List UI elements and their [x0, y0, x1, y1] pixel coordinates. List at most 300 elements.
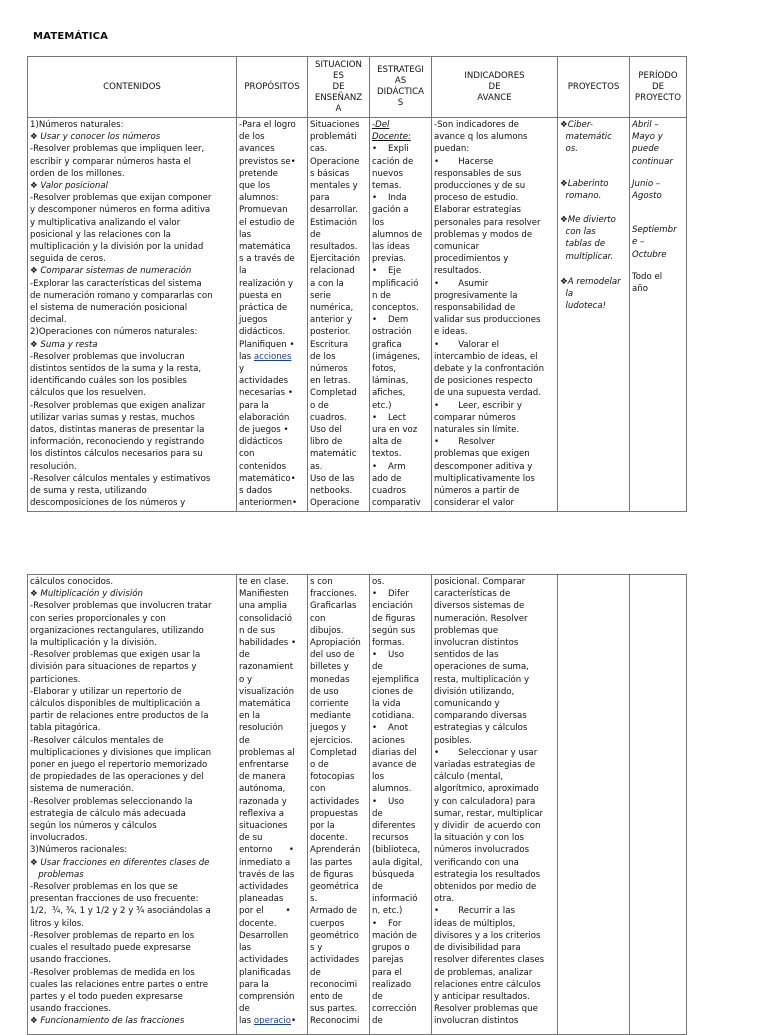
- text-line: de una supuesta verdad.: [434, 388, 541, 399]
- text-line: del uso de: [310, 650, 355, 661]
- text-line: cotidiana.: [372, 711, 415, 722]
- text-line: -Para el logro: [239, 120, 296, 130]
- text-line: verificando con una: [434, 857, 519, 868]
- text-line: (biblioteca,: [372, 845, 421, 856]
- text-line: los distintos cálculos necesarios para su: [30, 449, 203, 460]
- text-line: • Arm: [372, 461, 406, 472]
- text-line: problemas y modos de: [434, 229, 533, 240]
- text-line: geométrico: [310, 930, 359, 941]
- content-row: [28, 575, 687, 1035]
- text-line: de propiedades de las operaciones y del: [30, 772, 204, 783]
- text-line: números: [310, 364, 348, 375]
- text-line: presentan fracciones de uso frecuente:: [30, 894, 199, 905]
- text-line: • Anot: [372, 723, 408, 734]
- planning-table-page-2: [27, 574, 687, 1035]
- text-line: de uso: [310, 686, 339, 697]
- text-line: s.: [310, 894, 318, 905]
- text-line: diversos sistemas de: [434, 601, 525, 612]
- text-line: textos.: [372, 449, 402, 460]
- text-line: diarias del: [372, 747, 417, 758]
- text-line: de: [372, 1016, 383, 1027]
- text-line: Octubre: [632, 249, 667, 260]
- text-line: cálculo (mental,: [434, 772, 504, 783]
- group-item: [560, 178, 627, 202]
- text-line: divisores y a los criterios: [434, 930, 541, 941]
- text-line: razonamient: [239, 662, 294, 673]
- text-line: mación de: [372, 930, 417, 941]
- text-line: seguida de ceros.: [30, 254, 106, 265]
- text-line: Completad: [310, 747, 357, 758]
- text-line: con: [239, 449, 255, 460]
- text-line: de: [372, 991, 383, 1002]
- text-line: -Son indicadores de: [434, 120, 519, 130]
- text-line: láminas,: [372, 376, 409, 387]
- text-line: planeadas: [239, 894, 284, 905]
- text-line: afiches,: [372, 388, 406, 399]
- text-line: alumnos:: [239, 193, 279, 204]
- text-line: Completad: [310, 388, 357, 399]
- situaciones-text: [310, 576, 367, 1028]
- text-line: posibles.: [434, 735, 472, 746]
- text-line: -Resolver problemas que involucran: [30, 351, 185, 362]
- text-line: de figuras: [372, 613, 416, 624]
- text-line: actividades: [310, 955, 360, 966]
- text-line: ado de: [372, 473, 402, 484]
- text-line: por el •: [239, 906, 291, 917]
- text-line: ❖Me divierto: [560, 215, 616, 226]
- text-line: mediante: [310, 711, 351, 722]
- text-line: ❖Ciber-: [560, 120, 593, 130]
- text-line: reflexiva a: [239, 808, 285, 819]
- text-line: informació: [372, 894, 418, 905]
- text-line: autónoma,: [239, 784, 286, 795]
- text-line: Todo el: [632, 271, 663, 282]
- text-line: Desarrollen: [239, 930, 289, 941]
- text-line: que los: [239, 181, 271, 192]
- text-line: estrategias y cálculos: [434, 723, 528, 734]
- text-line: nuevos: [372, 168, 404, 179]
- text-line: de: [372, 662, 383, 673]
- text-line: de: [239, 650, 250, 661]
- text-line: ❖ Comparar sistemas de numeración: [30, 266, 192, 277]
- text-line: y: [239, 364, 245, 375]
- text-line: en la: [239, 711, 261, 722]
- periodo-cell: [630, 118, 687, 512]
- text-line: netbooks.: [310, 486, 353, 497]
- text-line: de figuras: [310, 869, 354, 880]
- text-line: s básicas: [310, 168, 350, 179]
- text-line: multiplicar.: [560, 251, 614, 262]
- text-line: características de: [434, 589, 511, 600]
- text-line: práctica de: [239, 303, 288, 314]
- proyectos-list: [560, 119, 627, 312]
- text-line: s a través de: [239, 254, 295, 265]
- text-line: os.: [560, 144, 578, 155]
- text-line: los: [372, 772, 385, 783]
- text-line: mplificació: [372, 278, 419, 289]
- text-line: problemas que: [434, 625, 499, 636]
- contenidos-text: [30, 119, 234, 510]
- text-line: para la: [239, 400, 269, 411]
- text-line: a con la: [310, 278, 344, 289]
- text-line: Resolver problemas que: [434, 1004, 538, 1015]
- text-line: habilidades •: [239, 638, 297, 649]
- text-line: través de las: [239, 869, 295, 880]
- text-line: anteriormen•: [239, 498, 298, 509]
- text-line: os.: [372, 577, 385, 587]
- text-line: -Resolver cálculos mentales de: [30, 735, 164, 746]
- text-line: búsqueda: [372, 869, 415, 880]
- text-line: posicional y las relaciones con la: [30, 229, 171, 240]
- text-line: para la: [239, 979, 269, 990]
- text-line: cálculos conocidos.: [30, 577, 114, 587]
- text-line: -Resolver problemas que exigen analizar: [30, 400, 206, 411]
- text-line: la vida: [372, 699, 401, 710]
- text-line: grafica: [372, 339, 402, 350]
- text-line: por la: [310, 821, 335, 832]
- text-line: números involucrados: [434, 845, 530, 856]
- text-line: • Inda: [372, 193, 407, 204]
- text-line: as.: [310, 461, 323, 472]
- text-line: partir de relaciones entre productos de la: [30, 711, 209, 722]
- text-line: Junio –: [632, 178, 661, 189]
- text-line: ❖ Valor posicional: [30, 181, 108, 192]
- proyectos-cell: [558, 118, 630, 512]
- text-line: etc.): [372, 400, 392, 411]
- text-line: matemática: [239, 699, 291, 710]
- text-line: con las: [560, 227, 596, 238]
- text-line: comparativ: [372, 498, 421, 509]
- text-line: o de: [310, 400, 329, 411]
- indicadores-cell: [432, 118, 558, 512]
- contenidos-cell: [28, 575, 237, 1035]
- text-line: organizaciones rectangulares, utilizando: [30, 625, 204, 636]
- text-line: según sus: [372, 625, 416, 636]
- text-line: cuales el resultado puede expresarse: [30, 943, 191, 954]
- text-line: reconocimi: [310, 979, 358, 990]
- text-line: involucrados.: [30, 833, 88, 844]
- text-line: planificadas: [239, 967, 291, 978]
- text-line: Estimación: [310, 217, 358, 228]
- text-line: Ejercitación: [310, 254, 361, 265]
- page-title: MATEMÁTICA: [33, 31, 109, 42]
- text-line: situaciones: [239, 821, 288, 832]
- header-proyectos: PROYECTOS: [558, 57, 630, 118]
- text-line: 3)Números racionales:: [30, 845, 128, 856]
- text-line: • Leer, escribir y: [434, 400, 523, 411]
- text-line: cuales las relaciones entre partes o entre: [30, 979, 209, 990]
- text-line: de: [372, 808, 383, 819]
- text-line: división para situaciones de repartos y: [30, 662, 197, 673]
- text-line: continuar: [632, 156, 673, 167]
- text-line: visualización: [239, 686, 295, 697]
- group-item: [632, 178, 684, 202]
- text-line: Graficarlas: [310, 601, 357, 612]
- header-estrategias: ESTRATEGI AS DIDÁCTICA S: [370, 57, 432, 118]
- text-line: las ideas: [372, 242, 410, 253]
- text-line: usando fracciones.: [30, 955, 111, 966]
- text-line: ento de: [310, 991, 343, 1002]
- group-item: [560, 119, 627, 156]
- text-line: una amplia: [239, 601, 288, 612]
- text-line: con: [310, 613, 326, 624]
- text-line: • For: [372, 918, 402, 929]
- text-line: corriente: [310, 699, 349, 710]
- text-line: responsabilidad de: [434, 303, 516, 314]
- text-line: • Expli: [372, 144, 409, 155]
- text-line: Manifiesten: [239, 589, 289, 600]
- text-line: multiplicación y la división por la unidad: [30, 242, 204, 253]
- text-line: multiplicaciones y divisiones que implican: [30, 747, 212, 758]
- text-line: actividades: [310, 796, 360, 807]
- text-line: Aprenderán: [310, 845, 361, 856]
- text-line: las: [239, 943, 252, 954]
- text-line: puesta en: [239, 290, 282, 301]
- situaciones-text: [310, 119, 367, 510]
- text-line: contenidos: [239, 461, 287, 472]
- text-line: • Asumir: [434, 278, 489, 289]
- text-line: y con calculadora) para: [434, 796, 536, 807]
- text-line: problemas al: [239, 747, 295, 758]
- text-line: Reconocimi: [310, 1016, 360, 1027]
- text-line: ideas de múltiplos,: [434, 918, 516, 929]
- text-line: responsables de sus: [434, 168, 522, 179]
- text-line: recursos: [372, 833, 409, 844]
- content-row: [28, 118, 687, 512]
- text-line: Situaciones: [310, 120, 360, 130]
- text-line: la multiplicación y la división.: [30, 638, 157, 649]
- header-row: [28, 57, 687, 118]
- text-line: y dividir de acuerdo con: [434, 821, 541, 832]
- contenidos-cell: [28, 118, 237, 512]
- text-line: cas.: [310, 144, 328, 155]
- header-periodo: PERÍODO DE PROYECTO: [630, 57, 687, 118]
- text-line: actividades: [239, 376, 289, 387]
- text-line: libro de: [310, 437, 343, 448]
- text-line: • Uso: [372, 796, 405, 807]
- text-line: • Seleccionar y usar: [434, 747, 538, 758]
- estrategias-cell: [370, 575, 432, 1035]
- text-line: la: [239, 266, 247, 277]
- hyperlink[interactable]: operacio: [253, 1016, 292, 1027]
- text-line: diferentes: [372, 821, 416, 832]
- text-line: alumnos de: [372, 229, 423, 240]
- text-line: cación de: [372, 156, 414, 167]
- header-situaciones: SITUACION ES DE ENSEÑANZ A: [308, 57, 370, 118]
- text-line: fotocopias: [310, 772, 355, 783]
- text-line: de problemas, analizar: [434, 967, 533, 978]
- text-line: datos, distintas maneras de presentar la: [30, 425, 205, 436]
- text-line: estrategia los resultados: [434, 869, 541, 880]
- group-item: [632, 119, 684, 168]
- text-line: progresivamente la: [434, 290, 518, 301]
- text-line: parejas: [372, 955, 404, 966]
- text-line: elaboración: [239, 412, 290, 423]
- text-line: propuestas: [310, 808, 358, 819]
- text-line: año: [632, 284, 648, 295]
- text-line: partes y el todo pueden expresarse: [30, 991, 183, 1002]
- text-line: de los: [310, 351, 336, 362]
- text-line: previas.: [372, 254, 407, 265]
- text-line: e –: [632, 237, 645, 248]
- text-line: ura en voz: [372, 425, 418, 436]
- text-line: comunicando y: [434, 699, 500, 710]
- text-line: juegos y: [310, 723, 347, 734]
- text-line: sentidos de las: [434, 650, 499, 661]
- text-line: consolidació: [239, 613, 293, 624]
- text-line: escribir y comparar números hasta el: [30, 156, 192, 167]
- text-line: ❖ Suma y resta: [30, 339, 98, 350]
- text-line: romano.: [560, 190, 602, 201]
- text-line: debate y la confrontación: [434, 364, 545, 375]
- situaciones-cell: [308, 575, 370, 1035]
- text-line: -Del: [372, 120, 390, 130]
- text-line: para el: [372, 967, 402, 978]
- text-line: dibujos.: [310, 625, 344, 636]
- text-line: -Resolver problemas que involucren tratar: [30, 601, 212, 612]
- text-line: y anticipar resultados.: [434, 991, 530, 1002]
- group-item: [560, 276, 627, 313]
- text-line: considerar el valor: [434, 498, 515, 509]
- text-line: Escritura: [310, 339, 349, 350]
- text-line: mentales y: [310, 181, 358, 192]
- text-line: de: [239, 1004, 250, 1015]
- text-line: resolución.: [30, 461, 77, 472]
- text-line: de su: [239, 833, 263, 844]
- planning-table-page-1: [27, 56, 687, 512]
- text-line: según los números y cálculos: [30, 821, 157, 832]
- text-line: algorítmico, aproximado: [434, 784, 539, 795]
- text-line: billetes y: [310, 662, 349, 673]
- text-line: de: [310, 967, 321, 978]
- text-line: proceso de estudio.: [434, 193, 519, 204]
- estrategias-text: [372, 576, 429, 1028]
- text-line: razonada y: [239, 796, 287, 807]
- text-line: resolución: [239, 723, 284, 734]
- text-line: para: [310, 193, 330, 204]
- text-line: -Elaborar y utilizar un repertorio de: [30, 686, 182, 697]
- text-line: involucran distintos: [434, 638, 519, 649]
- text-line: Apropiación: [310, 638, 361, 649]
- text-line: formas.: [372, 638, 405, 649]
- text-line: entorno •: [239, 845, 294, 856]
- text-line: personales para resolver: [434, 217, 541, 228]
- text-line: -Resolver problemas en los que se: [30, 882, 178, 893]
- text-line: Septiembr: [632, 225, 677, 236]
- text-line: procedimientos y: [434, 254, 509, 265]
- contenidos-text: [30, 576, 234, 1028]
- text-line: intercambio de ideas, el: [434, 351, 538, 362]
- hyperlink[interactable]: acciones: [253, 351, 292, 362]
- text-line: 1)Números naturales:: [30, 120, 124, 130]
- text-line: las operacio•: [239, 1016, 297, 1027]
- text-line: ejemplifica: [372, 674, 419, 685]
- text-line: desarrollar.: [310, 205, 358, 216]
- text-line: aula digital,: [372, 857, 423, 868]
- text-line: enciación: [372, 601, 413, 612]
- estrategias-cell: [370, 118, 432, 512]
- text-line: el estudio de: [239, 217, 295, 228]
- text-line: en letras.: [310, 376, 351, 387]
- text-line: sus partes.: [310, 1004, 358, 1015]
- text-line: obtenidos por medio de: [434, 882, 537, 893]
- text-line: de manera: [239, 772, 286, 783]
- text-line: • Eje: [372, 266, 402, 277]
- text-line: fracciones.: [310, 589, 357, 600]
- text-line: resultados.: [310, 242, 358, 253]
- text-line: • Recurrir a las: [434, 906, 515, 917]
- text-line: de: [372, 882, 383, 893]
- text-line: corrección: [372, 1004, 417, 1015]
- text-line: realización y: [239, 278, 294, 289]
- group-item: [632, 271, 684, 295]
- text-line: s dados: [239, 486, 273, 497]
- text-line: necesarias •: [239, 388, 293, 399]
- propositos-text: [239, 576, 305, 1028]
- text-line: comparando diversas: [434, 711, 527, 722]
- indicadores-cell: [432, 575, 558, 1035]
- text-line: docente.: [310, 833, 348, 844]
- text-line: • Uso: [372, 650, 405, 661]
- text-line: numérica,: [310, 303, 354, 314]
- text-line: división utilizando,: [434, 686, 515, 697]
- text-line: validar sus producciones: [434, 315, 541, 326]
- text-line: gación a: [372, 205, 409, 216]
- text-line: otra.: [434, 894, 455, 905]
- propositos-cell: [237, 575, 308, 1035]
- text-line: temas.: [372, 181, 402, 192]
- text-line: matemática: [239, 242, 291, 253]
- text-line: ❖ Funcionamiento de las fracciones: [30, 1016, 185, 1027]
- periodo-list: [632, 119, 684, 295]
- text-line: los: [372, 217, 385, 228]
- text-line: -Explorar las características del sistema: [30, 278, 202, 289]
- text-line: -Resolver problemas de reparto en los: [30, 930, 195, 941]
- text-line: y multiplicativa analizando el valor: [30, 217, 181, 228]
- text-line: de posiciones respecto: [434, 376, 533, 387]
- text-line: 2)Operaciones con números naturales:: [30, 327, 198, 338]
- header-contenidos: CONTENIDOS: [28, 57, 237, 118]
- text-line: Operacione: [310, 498, 360, 509]
- text-line: posicional. Comparar: [434, 577, 526, 587]
- text-line: utilizar varias sumas y restas, muchos: [30, 412, 195, 423]
- text-line: particiones.: [30, 674, 81, 685]
- text-line: Uso del: [310, 425, 342, 436]
- text-line: ❖ Multiplicación y división: [30, 589, 143, 600]
- text-line: matemático•: [239, 473, 296, 484]
- text-line: juegos: [239, 315, 268, 326]
- text-line: ❖A remodelar: [560, 276, 621, 287]
- text-line: de: [239, 735, 250, 746]
- text-line: las acciones: [239, 351, 292, 362]
- text-line: información, reconociendo y registrando: [30, 437, 205, 448]
- group-item: [560, 214, 627, 263]
- text-line: avances: [239, 144, 275, 155]
- text-line: -Resolver problemas que exigen usar la: [30, 650, 201, 661]
- text-line: monedas: [310, 674, 350, 685]
- header-indicadores: INDICADORES DE AVANCE: [432, 57, 558, 118]
- estrategias-text: [372, 119, 429, 510]
- text-line: pretende: [239, 168, 278, 179]
- text-line: -Resolver cálculos mentales y estimativos: [30, 473, 211, 484]
- text-line: tablas de: [560, 239, 606, 250]
- text-line: fotos,: [372, 364, 397, 375]
- header-propositos: PROPÓSITOS: [237, 57, 308, 118]
- text-line: • Lect: [372, 412, 407, 423]
- text-line: multiplicativamente los: [434, 473, 535, 484]
- text-line: posterior.: [310, 327, 351, 338]
- text-line: la: [560, 289, 574, 300]
